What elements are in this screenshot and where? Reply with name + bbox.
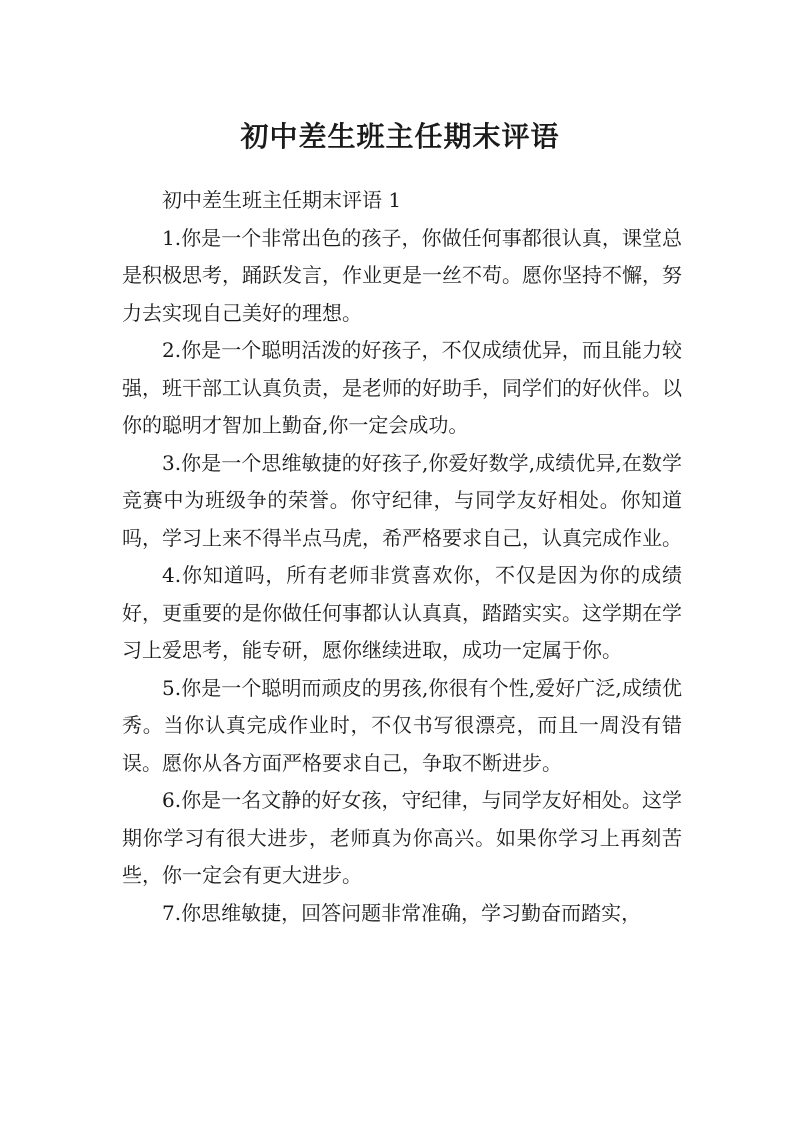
comment-paragraph-7: 7.你思维敏捷，回答问题非常准确，学习勤奋而踏实， xyxy=(162,900,642,925)
section-heading: 初中差生班主任期末评语 1 xyxy=(162,188,402,212)
comment-paragraph-2: 2.你是一个聪明活泼的好孩子，不仅成绩优异，而且能力较强，班干部工认真负责，是老师的好助手，同学们的好伙伴。以你的聪明才智加上勤奋,你一定会成功。 xyxy=(122,338,682,437)
document-title: 初中差生班主任期末评语 xyxy=(240,119,560,153)
comment-paragraph-6: 6.你是一名文静的好女孩，守纪律，与同学友好相处。这学期你学习有很大进步，老师真为你高兴。如果你学习上再刻苦些，你一定会有更大进步。 xyxy=(122,788,682,887)
comment-paragraph-3: 3.你是一个思维敏捷的好孩子,你爱好数学,成绩优异,在数学竞赛中为班级争的荣誉。你守纪律，与同学友好相处。你知道吗，学习上来不得半点马虎，希严格要求自己，认真完成作业。 xyxy=(122,450,682,550)
comment-paragraph-1: 1.你是一个非常出色的孩子，你做任何事都很认真，课堂总是积极思考，踊跃发言，作业更是一丝不苟。愿你坚持不懈，努力去实现自己美好的理想。 xyxy=(122,225,682,325)
document-body xyxy=(122,182,682,932)
comment-paragraph-4: 4.你知道吗，所有老师非赏喜欢你，不仅是因为你的成绩好，更重要的是你做任何事都认认真真，踏踏实实。这学期在学习上爱思考，能专研，愿你继续进取，成功一定属于你。 xyxy=(122,563,682,662)
comment-paragraph-5: 5.你是一个聪明而顽皮的男孩,你很有个性,爱好广泛,成绩优秀。当你认真完成作业时，不仅书写很漂亮，而且一周没有错误。愿你从各方面严格要求自己，争取不断进步。 xyxy=(122,675,682,775)
